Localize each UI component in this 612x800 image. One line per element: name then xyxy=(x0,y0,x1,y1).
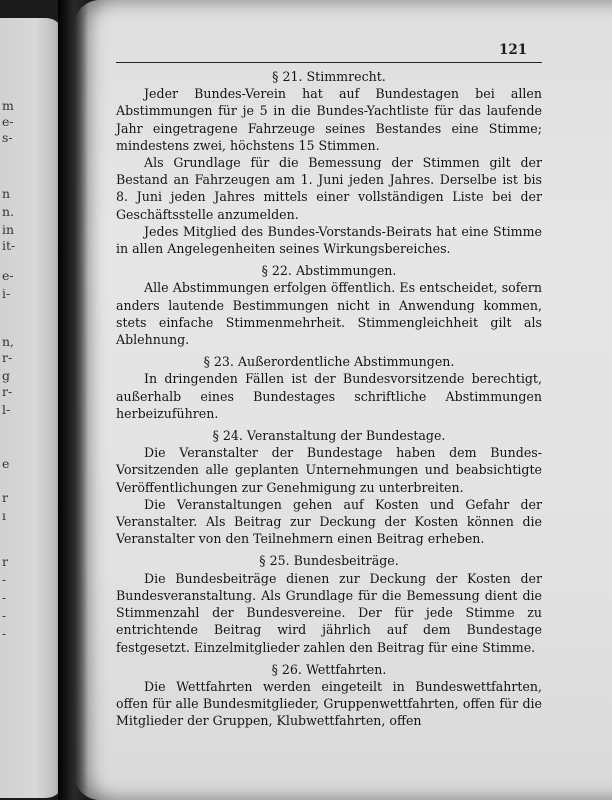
left-page-text-fragment: r- xyxy=(2,350,13,365)
left-page-text-fragment: - xyxy=(2,572,7,587)
left-page-text-fragment: i- xyxy=(2,286,11,301)
paragraph: Die Veranstalter der Bundestage haben dem Bundes-Vorsitzenden alle geplanten Unternehmungen und beabsichtigte Veröffentlichungen zur Genehmigung zu unterbreiten. xyxy=(116,445,542,495)
paragraph: Die Wettfahrten werden eingeteilt in Bundeswettfahrten, offen für alle Bundesmitglieder, Gruppenwettfahrten, offen für die Mitglieder der Gruppen, Klubwettfahrten, offen xyxy=(116,678,542,729)
paragraph: Alle Abstimmungen erfolgen öffentlich. Es entscheidet, sofern anders lautende Bestimmungen nicht in Anwendung kommen, stets einfache Stimmenmehrheit. Stimmengleichheit gilt als Ablehnung. xyxy=(116,280,542,348)
section-heading: § 22. Abstimmungen. xyxy=(261,263,397,279)
book-gutter-shadow xyxy=(58,0,88,800)
paragraph: In dringenden Fällen ist der Bundesvorsitzende berechtigt, außerhalb eines Bundestages schriftliche Abstimmungen herbeizuführen. xyxy=(116,371,542,421)
section-heading: § 23. Außerordentliche Abstimmungen. xyxy=(203,354,455,370)
paragraph: Die Veranstaltungen gehen auf Kosten und Gefahr der Veranstalter. Als Beitrag zur Deckung der Kosten können die Veranstalter von den Teilnehmern einen Beitrag erheben. xyxy=(116,496,542,547)
section-heading: § 21. Stimmrecht. xyxy=(272,69,386,84)
left-page-text-fragment: it- xyxy=(2,238,16,253)
left-page-text-fragment: e xyxy=(2,456,10,471)
left-page-text-fragment: in xyxy=(2,222,15,237)
header-rule xyxy=(116,62,542,63)
left-page-text-fragment: - xyxy=(2,626,7,641)
left-page-text-fragment: - xyxy=(2,590,7,605)
left-page-text-fragment: l- xyxy=(2,402,11,417)
left-page-text-fragment: g xyxy=(2,368,11,383)
section-heading: § 24. Veranstaltung der Bundestage. xyxy=(212,428,446,444)
page-number: 121 xyxy=(499,42,528,58)
section-heading: § 26. Wettfahrten. xyxy=(271,661,387,677)
section-heading: § 25. Bundesbeiträge. xyxy=(259,553,399,569)
left-page-text-fragment: m xyxy=(2,98,14,113)
paragraph: Jeder Bundes-Verein hat auf Bundestagen bei allen Abstimmungen für je 5 in die Bundes-Yachtliste für das laufende Jahr eingetragene Fahrzeuge seines Bestandes eine Stimme; mindestens zwei, höchstens 15 Stimmen. xyxy=(116,86,542,153)
left-page-text-fragment: ı xyxy=(2,508,6,523)
left-page-text-fragment: r- xyxy=(2,384,13,399)
left-facing-page xyxy=(0,18,64,798)
left-page-text-fragment: n. xyxy=(2,204,15,219)
left-page-text-fragment: s- xyxy=(2,130,13,145)
left-page-text-fragment: n, xyxy=(2,334,15,349)
left-page-text-fragment: e- xyxy=(2,114,14,129)
paragraph: Als Grundlage für die Bemessung der Stimmen gilt der Bestand an Fahrzeugen am 1. Juni jeden Jahres. Derselbe ist bis 8. Juni jeden Jahres mittels einer vollständigen Liste bei der Geschäftsstelle anzumelden. xyxy=(116,155,542,222)
left-page-text-fragment: r xyxy=(2,490,8,505)
left-page-text-fragment: n xyxy=(2,186,11,201)
paragraph: Jedes Mitglied des Bundes-Vorstands-Beirats hat eine Stimme in allen Angelegenheiten seines Wirkungsbereiches. xyxy=(116,223,542,257)
paragraph: Die Bundesbeiträge dienen zur Deckung der Kosten der Bundesveranstaltung. Als Grundlage für die Bemessung dient die Stimmenzahl der Bundesvereine. Der für jede Stimme zu entrichtende Beitrag wird jährlich auf dem Bundestage festgesetzt. Einzelmitglieder zahlen den Beitrag für eine Stimme. xyxy=(116,570,542,655)
left-page-text-fragment: e- xyxy=(2,268,14,283)
left-page-text-fragment: - xyxy=(2,608,7,623)
left-page-text-fragment: r xyxy=(2,554,8,569)
page-body xyxy=(116,68,542,730)
